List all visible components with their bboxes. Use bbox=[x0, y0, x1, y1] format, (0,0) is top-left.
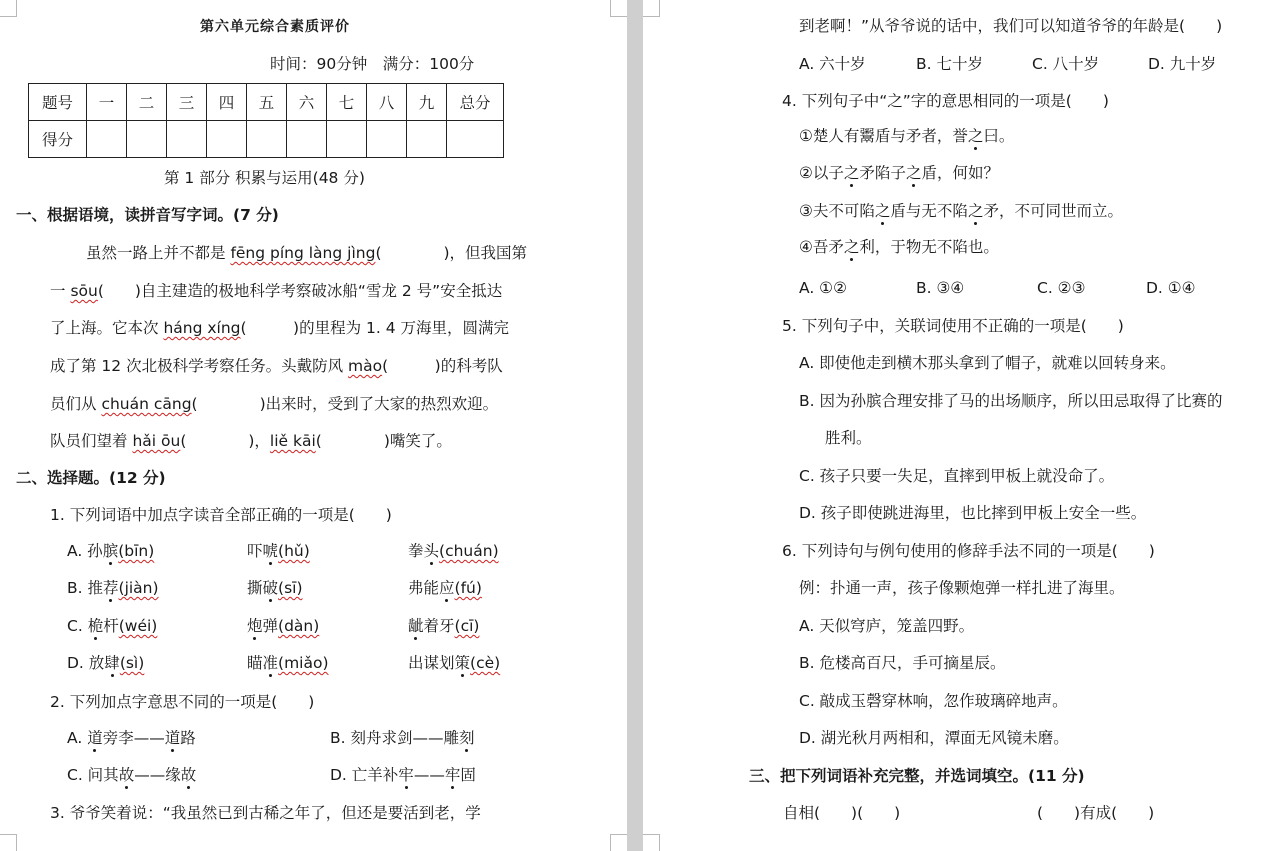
sentence-3 bbox=[799, 201, 1123, 221]
pinyin: chuán cāng bbox=[101, 395, 192, 413]
passage-line bbox=[50, 431, 452, 451]
option-a-item bbox=[247, 541, 310, 561]
table-cell: 总分 bbox=[447, 84, 504, 121]
option-a: A. 六十岁 bbox=[799, 55, 866, 73]
passage-line bbox=[50, 394, 498, 414]
pinyin: (fú) bbox=[454, 579, 482, 597]
crop-mark bbox=[643, 834, 660, 851]
dotted-char: 龇 bbox=[408, 617, 424, 635]
question-3: 3. 爷爷笑着说：“我虽然已到古稀之年了，但还是要活到老，学 bbox=[50, 804, 481, 822]
section-heading: 三、把下列词语补充完整，并选词填空。(11 分) bbox=[749, 767, 1085, 785]
table-row bbox=[29, 121, 504, 158]
text: 矛陷子 bbox=[859, 164, 906, 182]
text: 出谋划 bbox=[408, 654, 455, 672]
option-a bbox=[67, 541, 154, 561]
dotted-char: 头 bbox=[423, 542, 440, 560]
text: A. bbox=[67, 729, 88, 747]
table-cell: 五 bbox=[247, 84, 287, 121]
score-cell[interactable] bbox=[287, 121, 327, 158]
dotted-char: 之 bbox=[967, 127, 984, 145]
text: 成了第 12 次北极科学考察任务。头戴防风 bbox=[50, 357, 349, 375]
text: 撕 bbox=[247, 579, 263, 597]
option-b: B. 因为孙膑合理安排了马的出场顺序，所以田忌取得了比赛的 bbox=[799, 392, 1223, 410]
table-cell: 九 bbox=[407, 84, 447, 121]
pinyin: (chuán) bbox=[439, 542, 499, 560]
option-b: B. 七十岁 bbox=[916, 55, 983, 73]
pinyin: (bīn) bbox=[118, 542, 155, 560]
dotted-char: 应 bbox=[439, 579, 455, 597]
option-a: A. 即使他走到横木那头拿到了帽子，就难以回转身来。 bbox=[799, 354, 1176, 372]
pinyin: (sī) bbox=[278, 579, 303, 597]
text: 盾，何如？ bbox=[921, 164, 999, 182]
page-gutter bbox=[627, 0, 643, 851]
text: 路 bbox=[180, 729, 196, 747]
option-b bbox=[330, 728, 475, 748]
dotted-char: 牢 bbox=[398, 766, 414, 784]
text: 利，于物无不陷也。 bbox=[859, 238, 999, 256]
time-info: 时间：90分钟 满分：100分 bbox=[270, 55, 475, 73]
text: C. bbox=[67, 617, 88, 635]
passage-line bbox=[50, 356, 503, 376]
question-5: 5. 下列句子中，关联词使用不正确的一项是( ) bbox=[782, 317, 1124, 335]
text: ( )自主建造的极地科学考察破冰船“雪龙 2 号”安全抵达 bbox=[97, 282, 503, 300]
option-b bbox=[67, 578, 159, 598]
score-cell[interactable] bbox=[167, 121, 207, 158]
question-2: 2. 下列加点字意思不同的一项是( ) bbox=[50, 693, 315, 711]
passage-line bbox=[86, 243, 527, 263]
score-cell[interactable] bbox=[87, 121, 127, 158]
table-cell: 七 bbox=[327, 84, 367, 121]
table-row bbox=[29, 84, 504, 121]
passage-line bbox=[50, 281, 502, 301]
score-cell[interactable] bbox=[247, 121, 287, 158]
text: 曰。 bbox=[983, 127, 1015, 145]
option-a bbox=[67, 728, 196, 748]
option-b-continued: 胜利。 bbox=[825, 429, 872, 447]
dotted-char: 之 bbox=[905, 164, 922, 182]
dotted-char: 炮 bbox=[247, 617, 263, 635]
crop-mark bbox=[610, 0, 627, 17]
dotted-char: 桅 bbox=[87, 617, 104, 635]
text: ( )出来时，受到了大家的热烈欢迎。 bbox=[191, 395, 499, 413]
dotted-char: 故 bbox=[180, 766, 197, 784]
dotted-char: 之 bbox=[843, 164, 860, 182]
text: 了上海。它本次 bbox=[50, 319, 164, 337]
dotted-char: 牢 bbox=[444, 766, 461, 784]
option-b: B. 危楼高百尺，手可摘星辰。 bbox=[799, 654, 1006, 672]
score-cell[interactable] bbox=[207, 121, 247, 158]
text: D. 亡羊补 bbox=[330, 766, 399, 784]
text: —— bbox=[413, 766, 445, 784]
question-1: 1. 下列词语中加点字读音全部正确的一项是( ) bbox=[50, 506, 392, 524]
dotted-char: 准 bbox=[262, 654, 279, 672]
table-cell: 得分 bbox=[29, 121, 87, 158]
pinyin: mào bbox=[348, 357, 383, 375]
text: B. 刻舟求剑——雕 bbox=[330, 729, 459, 747]
pinyin: (sì) bbox=[119, 654, 145, 672]
text: 吓 bbox=[247, 542, 263, 560]
option-c-item bbox=[247, 616, 319, 636]
section-heading: 一、根据语境，读拼音写字词。(7 分) bbox=[16, 206, 279, 224]
text: 盾与无不陷 bbox=[890, 202, 968, 220]
sentence-4 bbox=[799, 237, 999, 257]
table-cell: 六 bbox=[287, 84, 327, 121]
question-4: 4. 下列句子中“之”字的意思相同的一项是( ) bbox=[782, 92, 1109, 110]
question-3-continued: 到老啊！”从爷爷说的话中，我们可以知道爷爷的年龄是( ) bbox=[799, 17, 1223, 35]
dotted-char: 故 bbox=[118, 766, 135, 784]
option-b-item bbox=[247, 578, 303, 598]
text: 弗能 bbox=[408, 579, 440, 597]
score-cell[interactable] bbox=[127, 121, 167, 158]
option-a: A. ①② bbox=[799, 279, 847, 297]
text: 一 bbox=[50, 282, 71, 300]
text: 拳 bbox=[408, 542, 424, 560]
text: 员们从 bbox=[50, 395, 102, 413]
text: 旁李—— bbox=[102, 729, 165, 747]
example-sentence: 例：扑通一声，孩子像颗炮弹一样扎进了海里。 bbox=[799, 579, 1125, 597]
passage-line bbox=[50, 318, 509, 338]
text: ( )， bbox=[180, 432, 270, 450]
text: C. 问其 bbox=[67, 766, 119, 784]
dotted-char: 破 bbox=[262, 579, 279, 597]
pinyin: (miǎo) bbox=[278, 654, 329, 672]
option-d: D. 九十岁 bbox=[1148, 55, 1217, 73]
text: ①楚人有鬻盾与矛者，誉 bbox=[799, 127, 968, 145]
option-c: C. 八十岁 bbox=[1032, 55, 1100, 73]
option-c bbox=[67, 765, 196, 785]
sentence-2 bbox=[799, 163, 999, 183]
pinyin: hǎi ōu bbox=[132, 432, 181, 450]
dotted-char: 之 bbox=[874, 202, 891, 220]
option-c bbox=[67, 616, 157, 636]
table-cell: 二 bbox=[127, 84, 167, 121]
dotted-char: 刻 bbox=[459, 729, 475, 747]
fill-item: ( )有成( ) bbox=[1037, 804, 1155, 822]
crop-mark bbox=[0, 0, 17, 17]
option-c: C. ②③ bbox=[1037, 279, 1086, 297]
text: 固 bbox=[460, 766, 476, 784]
pinyin: (wéi) bbox=[118, 617, 158, 635]
text: 着牙 bbox=[423, 617, 455, 635]
pinyin: (jiàn) bbox=[118, 579, 159, 597]
text: ( )的科考队 bbox=[382, 357, 503, 375]
text: ③夫不可陷 bbox=[799, 202, 875, 220]
question-6: 6. 下列诗句与例句使用的修辞手法不同的一项是( ) bbox=[782, 542, 1155, 560]
dotted-char: 肆 bbox=[104, 654, 120, 672]
left-page bbox=[0, 0, 627, 851]
dotted-char: 之 bbox=[967, 202, 984, 220]
pinyin: fēng píng làng jìng bbox=[230, 244, 376, 262]
option-b-item bbox=[408, 578, 482, 598]
right-page bbox=[643, 0, 1284, 851]
text: 矛，不可同世而立。 bbox=[983, 202, 1123, 220]
table-cell: 三 bbox=[167, 84, 207, 121]
pinyin: liě kāi bbox=[269, 432, 316, 450]
crop-mark bbox=[0, 834, 17, 851]
text: ④吾矛 bbox=[799, 238, 844, 256]
pinyin: (cī) bbox=[454, 617, 480, 635]
option-d-item bbox=[408, 653, 500, 673]
text: A. 孙 bbox=[67, 542, 103, 560]
dotted-char: 之 bbox=[843, 238, 860, 256]
score-cell[interactable] bbox=[327, 121, 367, 158]
crop-mark bbox=[610, 834, 627, 851]
fill-item: 自相( )( ) bbox=[783, 804, 901, 822]
score-cell[interactable] bbox=[367, 121, 407, 158]
sentence-1 bbox=[799, 126, 1014, 146]
pinyin: (cè) bbox=[470, 654, 501, 672]
text: 杆 bbox=[103, 617, 119, 635]
text: ( )嘴笑了。 bbox=[315, 432, 452, 450]
text: ( )，但我国第 bbox=[375, 244, 528, 262]
dotted-char: 策 bbox=[454, 654, 471, 672]
page-title: 第六单元综合素质评价 bbox=[200, 19, 350, 35]
part-title: 第 1 部分 积累与运用(48 分) bbox=[164, 169, 365, 187]
option-d: D. ①④ bbox=[1146, 279, 1196, 297]
option-d: D. 孩子即使跳进海里，也比摔到甲板上安全一些。 bbox=[799, 504, 1147, 522]
text: 队员们望着 bbox=[50, 432, 133, 450]
text: 虽然一路上并不都是 bbox=[86, 244, 231, 262]
table-cell: 题号 bbox=[29, 84, 87, 121]
crop-mark bbox=[643, 0, 660, 17]
option-b: B. ③④ bbox=[916, 279, 965, 297]
option-c-item bbox=[408, 616, 479, 636]
dotted-char: 道 bbox=[164, 729, 181, 747]
option-d: D. 湖光秋月两相和，潭面无风镜未磨。 bbox=[799, 729, 1069, 747]
table-cell: 四 bbox=[207, 84, 247, 121]
score-cell[interactable] bbox=[407, 121, 447, 158]
text: ( )的里程为 1. 4 万海里，圆满完 bbox=[240, 319, 510, 337]
text: B. 推 bbox=[67, 579, 103, 597]
option-d bbox=[330, 765, 476, 785]
text: 弹 bbox=[262, 617, 279, 635]
text: ②以子 bbox=[799, 164, 844, 182]
dotted-char: 荐 bbox=[103, 579, 119, 597]
option-a: A. 天似穹庐，笼盖四野。 bbox=[799, 617, 975, 635]
option-d bbox=[67, 653, 144, 673]
text: ——缘 bbox=[134, 766, 181, 784]
pinyin: háng xíng bbox=[163, 319, 241, 337]
dotted-char: 道 bbox=[87, 729, 103, 747]
section-heading: 二、选择题。(12 分) bbox=[16, 469, 166, 487]
option-c: C. 孩子只要一失足，直摔到甲板上就没命了。 bbox=[799, 467, 1115, 485]
score-table bbox=[28, 83, 504, 158]
table-cell: 八 bbox=[367, 84, 407, 121]
option-a-item bbox=[408, 541, 499, 561]
option-c: C. 敲成玉磬穿林响，忽作玻璃碎地声。 bbox=[799, 692, 1068, 710]
text: D. 放 bbox=[67, 654, 105, 672]
dotted-char: 膑 bbox=[102, 542, 119, 560]
pinyin: sōu bbox=[70, 282, 98, 300]
score-cell[interactable] bbox=[447, 121, 504, 158]
text: 瞄 bbox=[247, 654, 263, 672]
option-d-item bbox=[247, 653, 329, 673]
dotted-char: 唬 bbox=[262, 542, 279, 560]
table-cell: 一 bbox=[87, 84, 127, 121]
pinyin: (hǔ) bbox=[278, 542, 310, 560]
pinyin: (dàn) bbox=[278, 617, 320, 635]
